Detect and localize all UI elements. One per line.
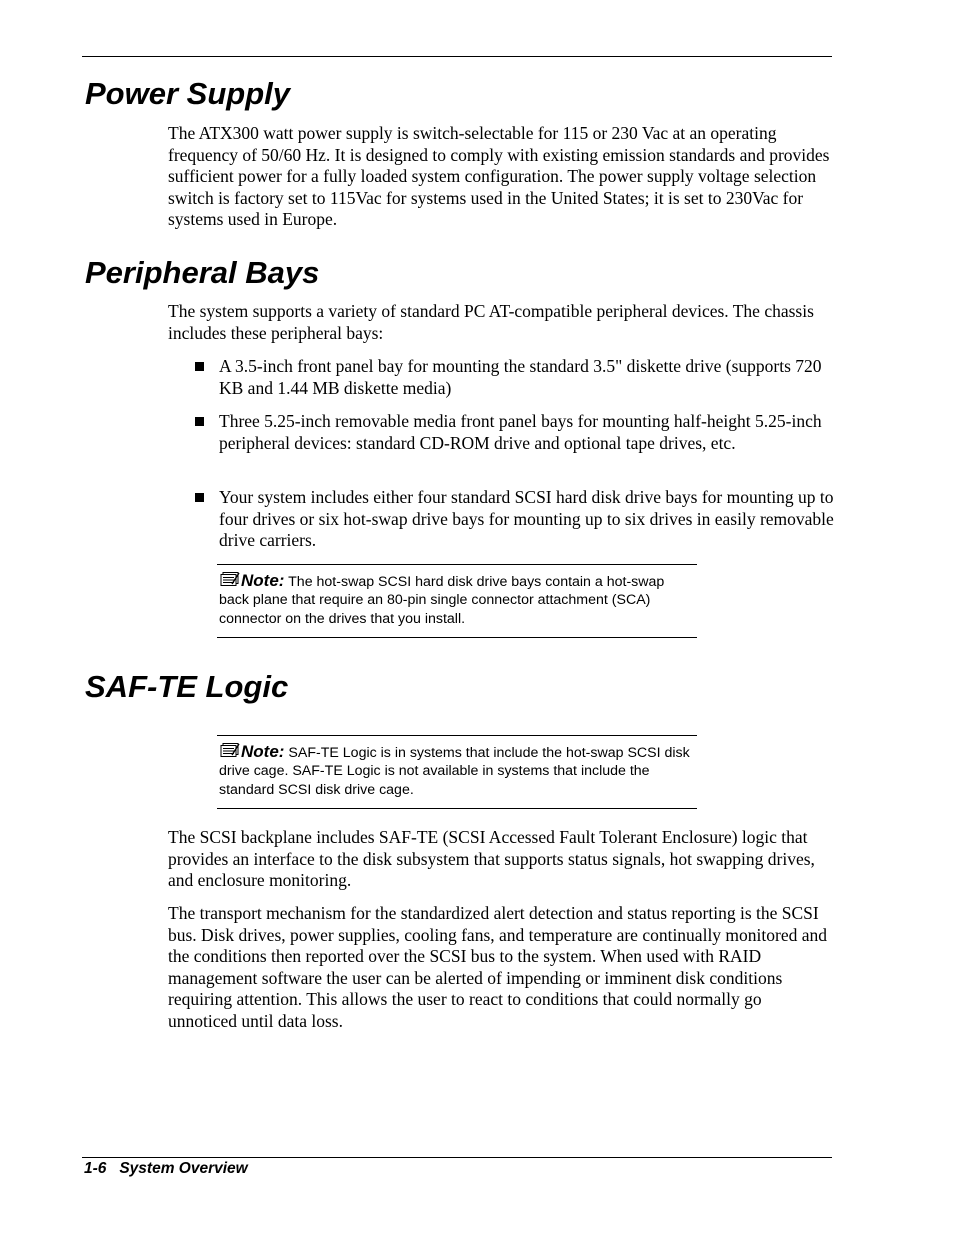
list-item — [195, 411, 835, 454]
bullet-square-icon — [195, 417, 204, 426]
heading-power-supply: Power Supply — [85, 76, 290, 111]
note-box-saf-te — [217, 735, 697, 809]
chapter-title: System Overview — [119, 1160, 248, 1177]
note-pad-icon — [219, 742, 241, 758]
bullet-square-icon — [195, 362, 204, 371]
note-label: Note: — [241, 742, 285, 761]
page-number: 1-6 — [84, 1160, 107, 1177]
list-item-text: A 3.5-inch front panel bay for mounting the standard 3.5" diskette drive (supports 720 KB and 1.44 MB diskette media) — [219, 356, 822, 398]
list-item-text: Your system includes either four standard SCSI hard disk drive bays for mounting up to four drives or six hot-swap drive bays for mounting up to six drives in easily removable drive carriers. — [219, 487, 834, 551]
bullet-square-icon — [195, 493, 204, 502]
list-item — [195, 356, 835, 399]
heading-saf-te-logic: SAF-TE Logic — [85, 669, 289, 704]
list-item — [195, 487, 835, 552]
peripheral-bays-intro: The system supports a variety of standard PC AT-compatible peripheral devices. The chassis includes these peripheral bays: — [168, 301, 814, 343]
note-text: The hot-swap SCSI hard disk drive bays contain a hot-swap back plane that require an 80-pin single connector attachment (SCA) connector on the drives that you install. — [219, 574, 665, 627]
note-label: Note: — [241, 571, 285, 590]
note-pad-icon — [219, 571, 241, 587]
note-box-hot-swap — [217, 564, 697, 638]
saf-te-paragraph-2: The transport mechanism for the standardized alert detection and status reporting is the SCSI bus. Disk drives, power supplies, cooling fans, and temperature are continually monitored and the conditions then reported over the SCSI bus to the system. When used with RAID management software the user can be alerted of impending or imminent disk conditions requiring attention. This allows the user to react to conditions that could normally go unnoticed until data loss. — [168, 903, 828, 1031]
note-text: SAF-TE Logic is in systems that include the hot-swap SCSI disk drive cage. SAF-TE Logic is not available in systems that include the standard SCSI disk drive cage. — [219, 745, 690, 798]
heading-peripheral-bays: Peripheral Bays — [85, 255, 320, 290]
header-rule — [82, 56, 832, 57]
saf-te-paragraph-1: The SCSI backplane includes SAF-TE (SCSI Accessed Fault Tolerant Enclosure) logic that provides an interface to the disk subsystem that supports status signals, hot swapping drives, and enclosure monitoring. — [168, 827, 815, 891]
power-supply-paragraph: The ATX300 watt power supply is switch-selectable for 115 or 230 Vac at an operating frequency of 50/60 Hz. It is designed to comply with existing emission standards and provides sufficient power for a fully loaded system configuration. The power supply voltage selection switch is factory set to 115Vac for systems used in the United States; it is set to 230Vac for systems used in Europe. — [168, 123, 830, 230]
page-footer — [84, 1158, 248, 1180]
list-item-text: Three 5.25-inch removable media front panel bays for mounting half-height 5.25-inch peripheral devices: standard CD-ROM drive and optional tape drives, etc. — [219, 411, 822, 453]
